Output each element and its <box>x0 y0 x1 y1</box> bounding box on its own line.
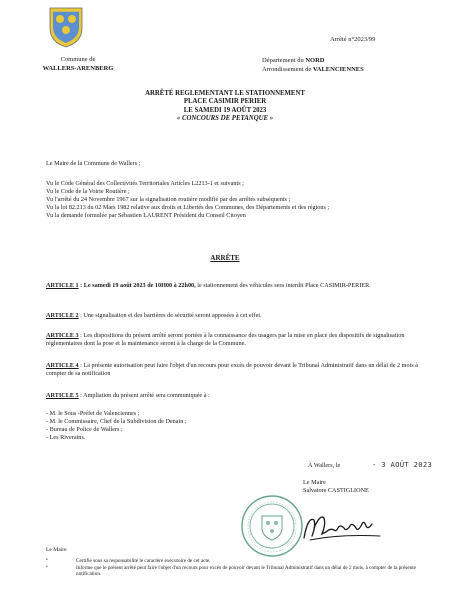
title-line-3: LE SAMEDI 19 AOÛT 2023 <box>183 106 267 114</box>
bullet-icon: • <box>46 564 48 570</box>
commune-label: Commune de <box>60 56 96 63</box>
arrondissement-prefix: Arrondissement de <box>262 65 313 73</box>
article-text: le stationnement des véhicules sera interdit Place CASIMIR-PERIER. <box>195 282 371 289</box>
signature-place: À Wallers, le <box>308 462 341 469</box>
article-text: : Ampliation du présent arrêté sera communiquée à : <box>78 392 210 399</box>
recipient-item: - M. le Commissaire, Chef de la Subdivision de Denain ; <box>46 418 187 425</box>
department-block <box>262 57 442 74</box>
vu-item: Vu le Code de la Voirie Routière ; <box>46 188 130 195</box>
bullet-icon: • <box>46 558 48 563</box>
arrete-reference: Arrêté n°2023/99 <box>330 36 376 43</box>
vu-item: Vu le Code Général des Collectivités Territoriales Articles L2213-1 et suivants ; <box>46 180 244 187</box>
article-label: ARTICLE 2 <box>46 312 79 319</box>
commune-block <box>28 56 128 73</box>
arrondissement-name: VALENCIENNES <box>312 65 364 73</box>
vu-item: Vu la loi 82.213 du 02 Mars 1982 relative aux droits et Libertés des Communes, des Départements et des régions ; <box>46 204 330 211</box>
article-bold-text: : Le samedi 19 août 2023 de 10H00 à 22h00, <box>78 282 196 289</box>
handwritten-signature <box>300 510 390 544</box>
article-5 <box>46 392 418 400</box>
article-label: ARTICLE 4 <box>46 362 79 369</box>
footer-heading: Le Maire <box>46 547 67 553</box>
recipient-item: - Les Riverains. <box>46 434 86 441</box>
department-name: NORD <box>305 57 325 64</box>
department-prefix: Département du <box>262 57 306 64</box>
mayor-title: Le Maire <box>303 479 326 486</box>
article-2 <box>46 312 418 320</box>
article-text: : Les dispositions du présent arrêté seront portées à la connaissance des usagers par la mise en place des dispositifs de signalisation réglementaires dont la pose et la maintenance seront à la charge de la Commune. <box>46 332 405 347</box>
article-text: : Une signalisation et des barrières de sécurité seront apposées à cet effet. <box>78 312 262 319</box>
article-label: ARTICLE 5 <box>46 392 79 399</box>
footer-notes <box>46 558 436 578</box>
date-stamp: - 3 AOÛT 2023 <box>372 460 433 469</box>
article-3 <box>46 332 418 348</box>
article-4 <box>46 362 418 378</box>
article-text: : La présente autorisation peut faire l'objet d'un recours pour excès de pouvoir devant le Tribunal Administratif dans un délai de 2 mois à compter de sa notification <box>46 362 418 377</box>
vu-item: Vu la demande formulée par Sébastien LAURENT Président du Conseil Citoyen <box>46 212 246 219</box>
footer-note <box>46 565 436 578</box>
official-seal-stamp <box>240 494 304 558</box>
title-line-4: « CONCOURS DE PETANQUE » <box>176 115 274 123</box>
arrete-heading: ARRÊTE <box>210 254 240 262</box>
title-line-1: ARRÊTÉ REGLEMENTANT LE STATIONNEMENT <box>145 90 305 97</box>
commune-crest-logo <box>48 6 84 48</box>
mayor-block <box>303 479 369 495</box>
article-1 <box>46 282 418 290</box>
document-title <box>90 90 360 124</box>
recipient-item: - M. le Sous -Préfet de Valenciennes ; <box>46 410 140 417</box>
title-line-2: PLACE CASIMIR PERIER <box>183 98 267 106</box>
footer-note-text: Certifie sous sa responsabilité le caractère exécutoire de cet acte, <box>76 558 211 564</box>
commune-name: WALLERS-ARENBERG <box>42 64 114 72</box>
recipients-list <box>46 410 418 442</box>
article-label: ARTICLE 1 <box>46 282 79 289</box>
vu-item: Vu l'arrêté du 24 Novembre 1967 sur la signalisation routière modifié par des arrêtés subséquents ; <box>46 196 291 203</box>
preamble-vu-list <box>46 180 418 220</box>
recipient-item: - Bureau de Police de Wallers ; <box>46 426 123 433</box>
mayor-name: Salvatore CASTIGLIONE <box>303 487 369 494</box>
footer-note-text: Informe que le présent arrêté peut faire l'objet d'un recours pour excès de pouvoir devant le Tribunal Administratif dans un délai de 2 mois, à compter de la présente notification. <box>76 564 416 578</box>
article-label: ARTICLE 3 <box>46 332 79 339</box>
footer-note <box>46 558 436 565</box>
preamble-intro: Le Maire de la Commune de Wallers ; <box>46 160 141 167</box>
